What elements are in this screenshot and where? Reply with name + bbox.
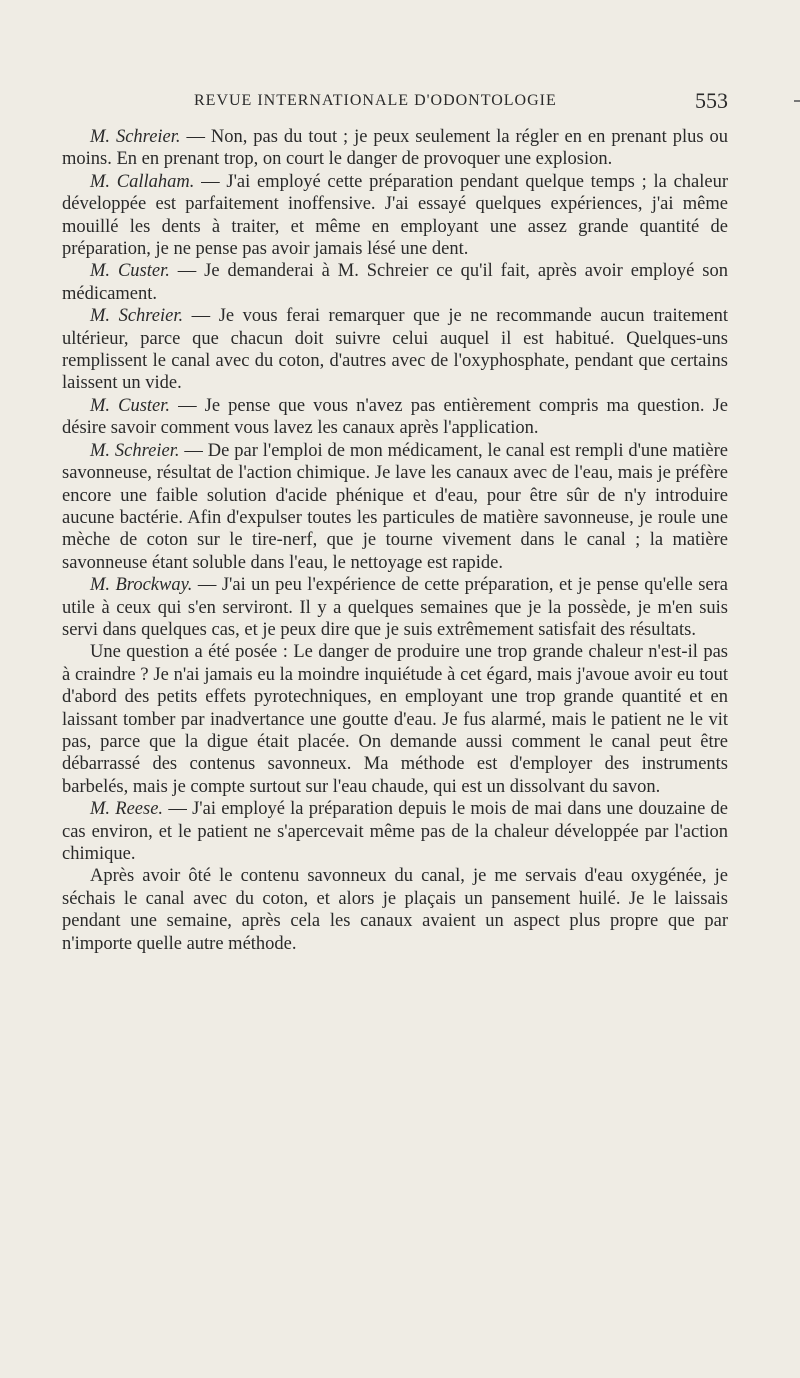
paragraph <box>62 574 728 641</box>
body-text <box>62 126 728 955</box>
speaker-name: M. Callaham. <box>90 171 195 192</box>
paragraph <box>62 865 728 955</box>
paragraph-text: Après avoir ôté le contenu savonneux du canal, je me servais d'eau oxygénée, je séchais le canal avec du coton, et alors je plaçais un pansement huilé. Je le laissais pendant une semaine, après cela les canaux avaient un aspect plus propre que par n'importe quelle autre méthode. <box>62 866 728 954</box>
paragraph-text: — Je demanderai à M. Schreier ce qu'il fait, après avoir employé son médicament. <box>62 261 728 304</box>
paragraph <box>62 126 728 171</box>
paragraph-text: — J'ai employé la préparation depuis le mois de mai dans une douzaine de cas environ, et le patient ne s'apercevait même pas de la chaleur développée par l'action chimique. <box>62 799 728 864</box>
paragraph <box>62 171 728 261</box>
paragraph <box>62 305 728 395</box>
paragraph <box>62 440 728 574</box>
speaker-name: M. Custer. <box>90 261 170 282</box>
page-edge-mark <box>794 100 800 102</box>
paragraph <box>62 641 728 798</box>
speaker-name: M. Custer. <box>90 395 171 416</box>
document-page <box>62 88 728 955</box>
paragraph <box>62 395 728 440</box>
paragraph-text: — Je pense que vous n'avez pas entièrement compris ma question. Je désire savoir comment vous lavez les canaux après l'application. <box>62 395 728 439</box>
paragraph <box>62 260 728 305</box>
speaker-name: M. Schreier. <box>90 127 181 147</box>
speaker-name: M. Schreier. <box>90 306 184 327</box>
page-number: 553 <box>695 88 728 113</box>
journal-title: REVUE INTERNATIONALE D'ODONTOLOGIE <box>194 92 557 109</box>
paragraph-text: — J'ai employé cette préparation pendant quelque temps ; la chaleur développée est parfaitement inoffensive. J'ai essayé quelques expériences, j'ai même mouillé les dents à traiter, et même en employant une assez grande quantité de préparation, je ne pense pas avoir jamais lésé une dent. <box>62 171 728 260</box>
speaker-name: M. Schreier. <box>90 440 180 461</box>
paragraph-text: — J'ai un peu l'expérience de cette préparation, et je pense qu'elle sera utile à ceux qui s'en serviront. Il y a quelques semaines que je la possède, je m'en suis servi dans quelques cas, et je peux dire que je suis extrêmement satisfait des résultats. <box>62 575 728 640</box>
paragraph-text: — Je vous ferai remarquer que je ne recommande aucun traitement ultérieur, parce que chacun doit suivre celui auquel il est habitué. Quelques-uns remplissent le canal avec du coton, d'autres avec de l'oxyphosphate, pendant que certains laissent un vide. <box>62 306 728 394</box>
paragraph-text: — Non, pas du tout ; je peux seulement la régler en en prenant plus ou moins. En en prenant trop, on court le danger de provoquer une explosion. <box>62 127 728 170</box>
running-header <box>62 88 728 118</box>
paragraph-text: Une question a été posée : Le danger de produire une trop grande chaleur n'est-il pas à craindre ? Je n'ai jamais eu la moindre inquiétude à cet égard, mais j'avoue avoir eu tout d'abord des petits effets pyrotechniques, en employant une trop grande quantité et en laissant tomber par inadvertance une goutte d'eau. Je fus alarmé, mais le patient ne le vit pas, parce que la digue était placée. On demande aussi comment le canal peut être débarrassé des contenus savonneux. Ma méthode est d'employer des instruments barbelés, mais je compte surtout sur l'eau chaude, qui est un dissolvant du savon. <box>62 642 728 797</box>
paragraph-text: — De par l'emploi de mon médicament, le canal est rempli d'une matière savonneuse, résultat de l'action chimique. Je lave les canaux avec de l'eau, mais je préfère encore une faible solution d'acide phénique et d'eau, pour être sûr de n'y introduire aucune bactérie. Afin d'expulser toutes les particules de matière savonneuse, je roule une mèche de coton sur le tire-nerf, que je tourne vivement dans le canal ; la matière savonneuse étant soluble dans l'eau, le nettoyage est rapide. <box>62 440 728 573</box>
paragraph <box>62 798 728 865</box>
speaker-name: M. Brockway. <box>90 575 193 596</box>
speaker-name: M. Reese. <box>90 799 164 820</box>
